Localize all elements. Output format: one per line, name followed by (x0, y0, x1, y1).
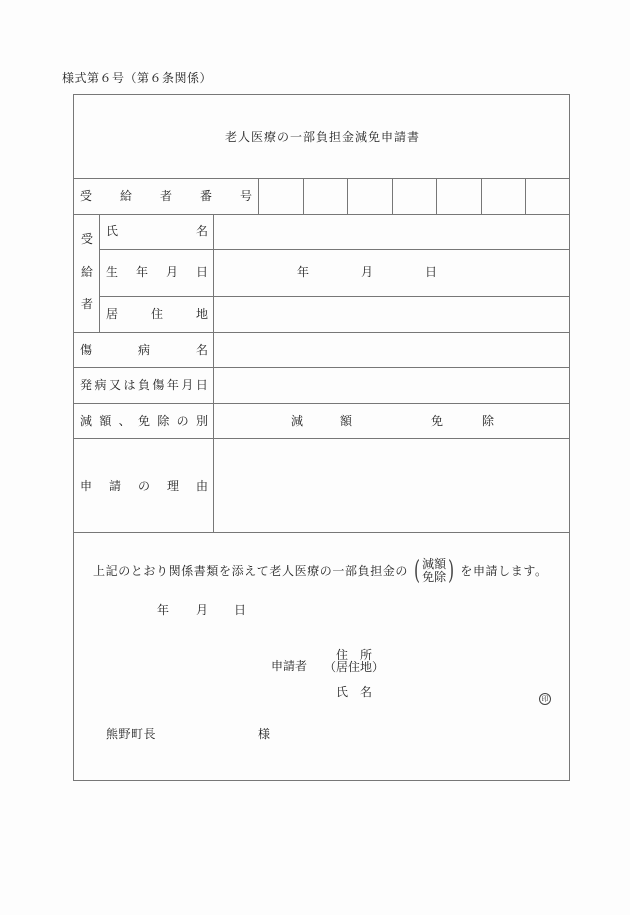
applicant-address-field[interactable] (384, 645, 564, 675)
disease-name-label: 傷 病 名 (80, 343, 208, 357)
address-label-bottom: （居住地） (324, 660, 385, 674)
recipient-number-digit-5[interactable] (437, 179, 480, 214)
declaration-text: 上記のとおり関係書類を添えて老人医療の一部負担金の ( 減額 免除 ) を申請します。 (93, 556, 548, 586)
application-year-unit: 年 (157, 603, 170, 617)
disease-name-field[interactable] (214, 333, 570, 367)
recipient-number-digit-7[interactable] (526, 179, 569, 214)
option-reduction[interactable]: 減 額 (291, 414, 352, 428)
recipient-number-digit-6[interactable] (482, 179, 525, 214)
addressee: 熊野町長 (106, 727, 157, 741)
honorific: 様 (258, 727, 271, 741)
divider (99, 214, 100, 332)
recipient-number-digit-1[interactable] (259, 179, 302, 214)
recipient-group-label-2: 給 (81, 265, 94, 279)
applicant-name-field[interactable] (384, 681, 534, 701)
recipient-number-digit-4[interactable] (393, 179, 436, 214)
year-unit: 年 (297, 265, 310, 279)
onset-date-field[interactable] (214, 368, 570, 403)
form-number-caption: 様式第６号（第６条関係） (62, 71, 213, 85)
reason-label: 申 請 の 理 由 (80, 479, 208, 493)
recipient-group-label-1: 受 (81, 232, 94, 246)
form-title: 老人医療の一部負担金減免申請書 (224, 130, 420, 144)
divider (74, 532, 570, 533)
month-unit: 月 (361, 265, 374, 279)
name-label: 氏 名 (106, 224, 208, 238)
reason-field[interactable] (214, 404, 570, 532)
recipient-group-label-3: 者 (81, 297, 94, 311)
recipient-number-digit-3[interactable] (348, 179, 391, 214)
birthdate-label: 生 年 月 日 (106, 265, 208, 279)
seal-icon: 印 (539, 686, 551, 705)
address-label: 居 住 地 (106, 307, 208, 321)
reduction-type-label: 減 額 、 免 除 の 別 (80, 414, 208, 428)
option-exemption[interactable]: 免 除 (431, 414, 494, 428)
recipient-number-label: 受 給 者 番 号 (80, 189, 252, 203)
day-unit: 日 (425, 265, 438, 279)
application-month-unit: 月 (196, 603, 209, 617)
name-field[interactable] (214, 215, 570, 249)
birthdate-field[interactable] (214, 250, 570, 296)
application-form (73, 94, 570, 781)
applicant-label: 申請者 (271, 659, 308, 673)
reduction-exemption-choice[interactable]: ( 減額 免除 ) (414, 556, 455, 586)
onset-date-label: 発 病 又 は 負 傷 年 月 日 (80, 378, 208, 392)
address-field[interactable] (214, 297, 570, 332)
recipient-number-digit-2[interactable] (304, 179, 347, 214)
application-day-unit: 日 (234, 603, 247, 617)
address-label-top: 住 所 (336, 648, 373, 662)
applicant-name-label: 氏 名 (336, 685, 373, 699)
